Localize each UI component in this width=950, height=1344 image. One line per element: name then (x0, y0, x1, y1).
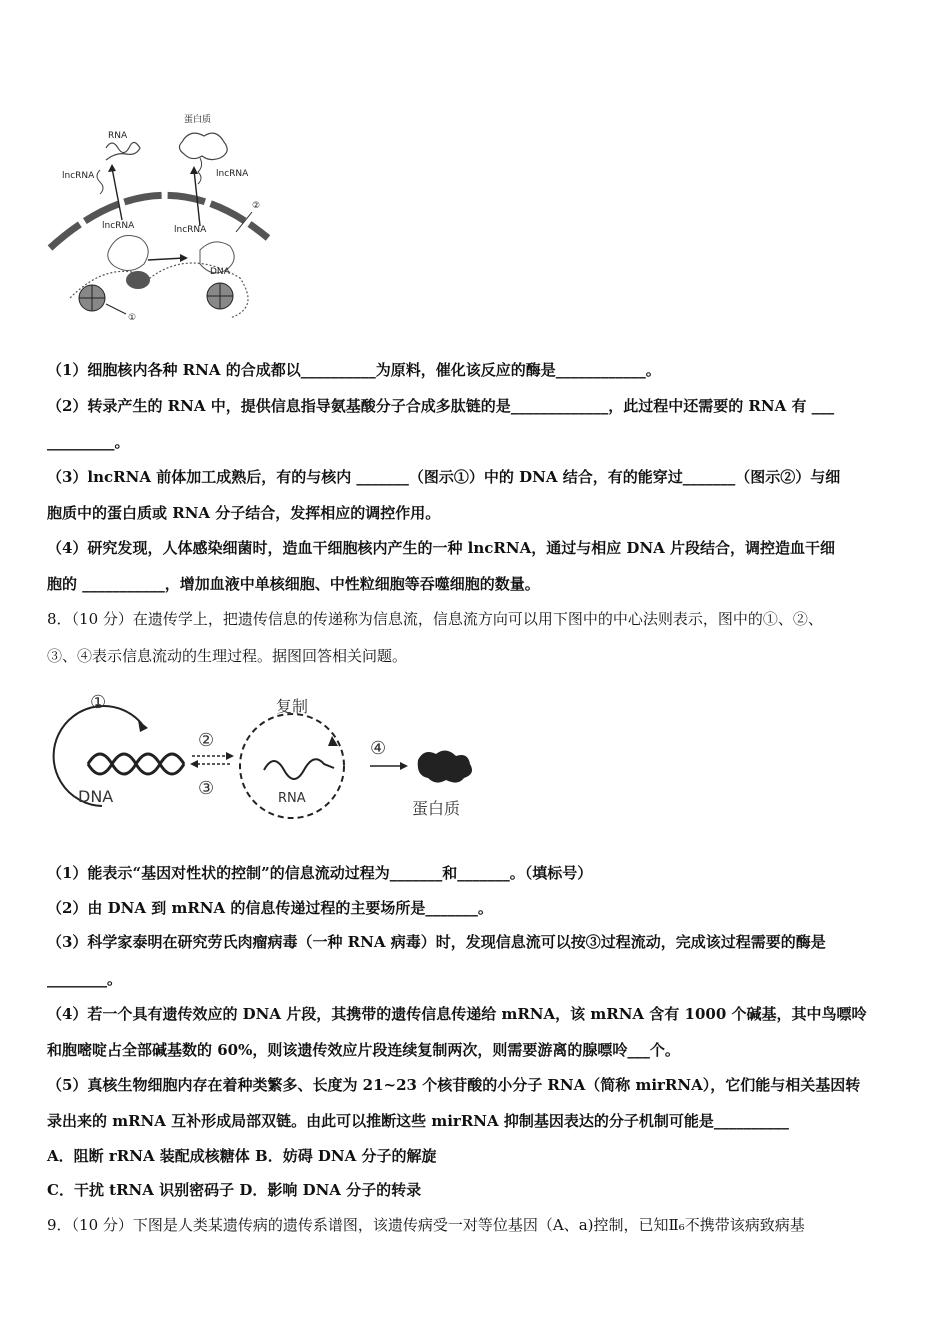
replication-loop-dna-head (138, 720, 148, 732)
label-marker-1: ① (128, 313, 137, 323)
q8-line-8: 录出来的 mRNA 互补形成局部双链。由此可以推断这些 mirRNA 抑制基因表达的分子机制可能是__________ (47, 1112, 789, 1130)
q8-intro-1: 8．（10 分）在遗传学上，把遗传信息的传递称为信息流，信息流方向可以用下图中的中心法则表示，图中的①、②、 (47, 610, 823, 628)
q8-line-4: ________。 (47, 970, 123, 988)
q8-line-7: （5）真核生物细胞内存在着种类繁多、长度为 21~23 个核苷酸的小分子 RNA（简称 mirRNA），它们能与相关基因转 (47, 1076, 861, 1094)
replication-loop-rna-head (328, 736, 338, 746)
rna-polymerase (126, 271, 150, 289)
arrow-up-left-head (108, 164, 116, 172)
q7-line-2: （2）转录产生的 RNA 中，提供信息指导氨基酸分子合成多肽链的是_____________，此过程中还需要的 RNA 有 ___ (47, 397, 835, 415)
central-dogma-figure (42, 684, 492, 834)
label-dna: DNA (210, 267, 230, 277)
label-lncrna-mid-right: lncRNA (174, 225, 207, 235)
label-rna: RNA (108, 131, 128, 141)
fig2-marker-1: ① (90, 692, 107, 713)
q7-line-7: 胞的 ___________，增加血液中单核细胞、中性粒细胞等吞噬细胞的数量。 (47, 575, 540, 593)
q8-line-3: （3）科学家泰明在研究劳氏肉瘤病毒（一种 RNA 病毒）时，发现信息流可以按③过程流动，完成该过程需要的酶是 (47, 933, 826, 951)
label-marker-2: ② (252, 201, 261, 211)
arrow-up-left (112, 168, 122, 220)
q8-line-6: 和胞嘧啶占全部碱基数的 60%，则该遗传效应片段连续复制两次，则需要游离的腺嘌呤___个。 (47, 1041, 680, 1059)
fig2-marker-3: ③ (198, 778, 215, 799)
q8-option-ab: A．阻断 rRNA 装配成核糖体 B．妨碍 DNA 分子的解旋 (47, 1147, 437, 1165)
protein-shape (418, 750, 472, 782)
arrow-translation-head (400, 762, 408, 770)
fig2-marker-2: ② (198, 730, 215, 751)
rna-squiggle (106, 142, 140, 160)
arrow-up-right-head (190, 166, 198, 174)
q9-line-1: 9．（10 分）下图是人类某遗传病的遗传系谱图，该遗传病受一对等位基因（A、a)控制，已知Ⅱ₆不携带该病致病基 (47, 1216, 805, 1234)
fig2-rna-label: RNA (278, 791, 306, 806)
q7-line-1: （1）细胞核内各种 RNA 的合成都以__________为原料，催化该反应的酶是____________。 (47, 361, 661, 379)
q8-line-5: （4）若一个具有遗传效应的 DNA 片段，其携带的遗传信息传递给 mRNA，该 mRNA 含有 1000 个碱基，其中鸟嘌呤 (47, 1005, 867, 1023)
q7-line-4: （3）lncRNA 前体加工成熟后，有的与核内 _______（图示①）中的 DNA 结合，有的能穿过_______（图示②）与细 (47, 468, 841, 486)
fig2-dna-label: DNA (78, 787, 114, 806)
q8-line-2: （2）由 DNA 到 mRNA 的信息传递过程的主要场所是_______。 (47, 899, 493, 917)
q8-line-1: （1）能表示“基因对性状的控制”的信息流动过程为_______和_______。（填标号） (47, 864, 593, 882)
rna-strand (264, 759, 334, 779)
nuclear-envelope (50, 195, 268, 248)
lncrna-figure (40, 108, 280, 330)
pointer-1 (106, 304, 126, 314)
label-protein: 蛋白质 (184, 115, 212, 125)
fig2-replication-label: 复制 (276, 697, 309, 716)
arrow-transcription-head (226, 752, 234, 760)
arrow-reverse-transcription-head (190, 760, 198, 768)
label-lncrna-right: lncRNA (216, 169, 249, 179)
q8-intro-2: ③、④表示信息流动的生理过程。据图回答相关问题。 (47, 647, 408, 665)
arrow-right-head (180, 254, 188, 262)
q7-line-5: 胞质中的蛋白质或 RNA 分子结合，发挥相应的调控作用。 (47, 504, 441, 522)
q7-line-3: _________。 (47, 433, 130, 451)
arrow-right (148, 258, 184, 260)
fig2-protein-label: 蛋白质 (412, 799, 461, 818)
lncrna-strand-right (198, 158, 202, 184)
lncrna-coil-left (108, 236, 148, 271)
label-lncrna-left: lncRNA (62, 171, 95, 181)
q8-option-cd: C．干扰 tRNA 识别密码子 D．影响 DNA 分子的转录 (47, 1181, 422, 1199)
label-lncrna-mid-left: lncRNA (102, 221, 135, 231)
protein-blob (179, 133, 227, 160)
fig2-marker-4: ④ (370, 738, 387, 759)
dna-helix-strand-b (88, 754, 184, 774)
q7-line-6: （4）研究发现，人体感染细菌时，造血干细胞核内产生的一种 lncRNA，通过与相应 DNA 片段结合，调控造血干细 (47, 539, 836, 557)
lncrna-strand-left (97, 170, 103, 194)
